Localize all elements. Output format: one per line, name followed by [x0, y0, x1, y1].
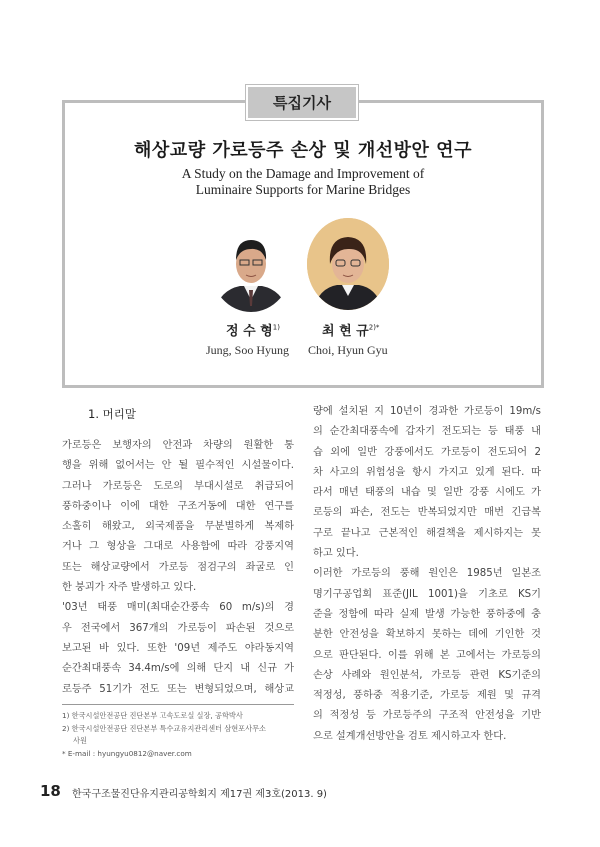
page-number: 18: [40, 782, 61, 800]
body-line: 보고된 바 있다. 또한 '09년 제주도 야라동지역: [62, 642, 294, 654]
footnote-2-continued: 사원: [73, 736, 87, 745]
body-line: 의 순간최대풍속에 갑자기 전도되는 등 태풍 내: [313, 426, 541, 438]
body-line: 행을 위해 없어서는 안 될 필수적인 시설물이다.: [62, 460, 294, 472]
article-category-tag: 특집기사: [246, 85, 358, 120]
body-line: 분한 안전성을 확보하지 못하는 데에 기인한 것: [313, 629, 541, 641]
footnotes: [62, 710, 298, 760]
author-photo-jung: [210, 220, 292, 312]
author-name-ko-1-text: 정 수 형: [226, 324, 273, 339]
body-line: 가로등은 보행자의 안전과 차량의 원활한 통: [62, 440, 294, 451]
author-name-ko-2: [322, 320, 379, 339]
body-line: 명기구공업회 표준(JIL 1001)을 기초로 KS기: [313, 588, 541, 600]
body-line: 로등주 51기가 전도 또는 변형되었으며, 해상교: [62, 683, 294, 695]
body-line: 순간최대풍속 34.4m/s에 의해 단지 내 신규 가: [62, 663, 294, 675]
body-line: 손상 사례와 원인분석, 가로등 관련 KS기준의: [313, 669, 541, 681]
body-line: 로등의 파손, 전도는 반복되었지만 매번 긴급복: [313, 507, 541, 519]
body-column-left: [62, 436, 294, 700]
author-name-en-2: Choi, Hyun Gyu: [308, 343, 388, 357]
body-line: 또는 해상교량에서 가로등 점검구의 좌굴로 인: [62, 561, 294, 573]
author-mark-2: 2)*: [368, 323, 380, 332]
body-line: 라서 매년 태풍의 내습 및 일반 강풍 시에도 가: [313, 487, 541, 499]
author-name-ko-2-text: 최 현 규: [322, 324, 369, 339]
body-line: 적정성, 풍하중 적용기준, 가로등 제원 및 규격: [313, 690, 541, 702]
author-mark-1: 1): [272, 323, 280, 332]
body-line: 구로 끝나고 근본적인 해결책을 제시하지는 못: [313, 527, 541, 539]
body-column-right: [313, 402, 541, 747]
body-line: 그러나 가로등은 도로의 부대시설로 취급되어: [62, 480, 294, 492]
body-line: 소홀히 해왔고, 외국제품을 무분별하게 복제하: [62, 521, 294, 533]
body-line: 량에 설치된 지 10년이 경과한 가로등이 19m/s: [313, 406, 541, 417]
body-line: 습 외에 일반 강풍에서도 가로등이 전도되어 2: [313, 446, 541, 458]
body-line: 의 적정성 등 가로등주의 구조적 안전성을 기반: [313, 710, 541, 722]
journal-citation: 한국구조물진단유지관리공학회지 제17권 제3호(2013. 9): [72, 789, 327, 800]
footnote-1: 1) 한국시설안전공단 진단본부 고속도로실 실장, 공학박사: [62, 711, 243, 720]
author-name-ko-1: [226, 320, 280, 339]
body-line: 이러한 가로등의 풍해 원인은 1985년 일본조: [313, 568, 541, 580]
body-line: '03년 태풍 매미(최대순간풍속 60 m/s)의 경: [62, 602, 294, 614]
body-line: 으로 설계개선방안을 검토 제시하고자 한다.: [313, 730, 507, 742]
article-title-korean: 해상교량 가로등주 손상 및 개선방안 연구: [134, 140, 472, 161]
section-heading-introduction: 1. 머리말: [88, 407, 136, 421]
author-photo-choi: [307, 218, 389, 310]
body-line: 하고 있다.: [313, 548, 359, 560]
body-line: 으로 판단된다. 이를 위해 본 고에서는 가로등의: [313, 649, 541, 661]
footnote-email: * E-mail : hyungyu0812@naver.com: [62, 748, 192, 758]
body-line: 한 붕괴가 자주 발생하고 있다.: [62, 582, 197, 594]
footnote-divider: [62, 704, 294, 705]
body-line: 풍하중이나 이에 대한 구조거동에 대한 연구를: [62, 500, 294, 512]
body-line: 거나 그 형상을 그대로 사용함에 따라 강풍지역: [62, 541, 294, 553]
article-title-english-line1: A Study on the Damage and Improvement of: [181, 166, 425, 181]
article-title-english: [62, 166, 544, 198]
article-title-english-line2: Luminaire Supports for Marine Bridges: [195, 182, 411, 197]
body-line: 우 전국에서 367개의 가로등이 파손된 것으로: [62, 622, 294, 634]
footnote-2: 2) 한국시설안전공단 진단본부 특수교유지관리센터 삼현포사무소: [62, 723, 266, 733]
body-line: 준을 정함에 따라 실제 발생 가능한 풍하중에 충: [313, 608, 541, 620]
body-line: 차 사고의 위험성을 항시 가지고 있게 된다. 따: [313, 466, 541, 478]
author-name-en-1: Jung, Soo Hyung: [206, 343, 290, 357]
